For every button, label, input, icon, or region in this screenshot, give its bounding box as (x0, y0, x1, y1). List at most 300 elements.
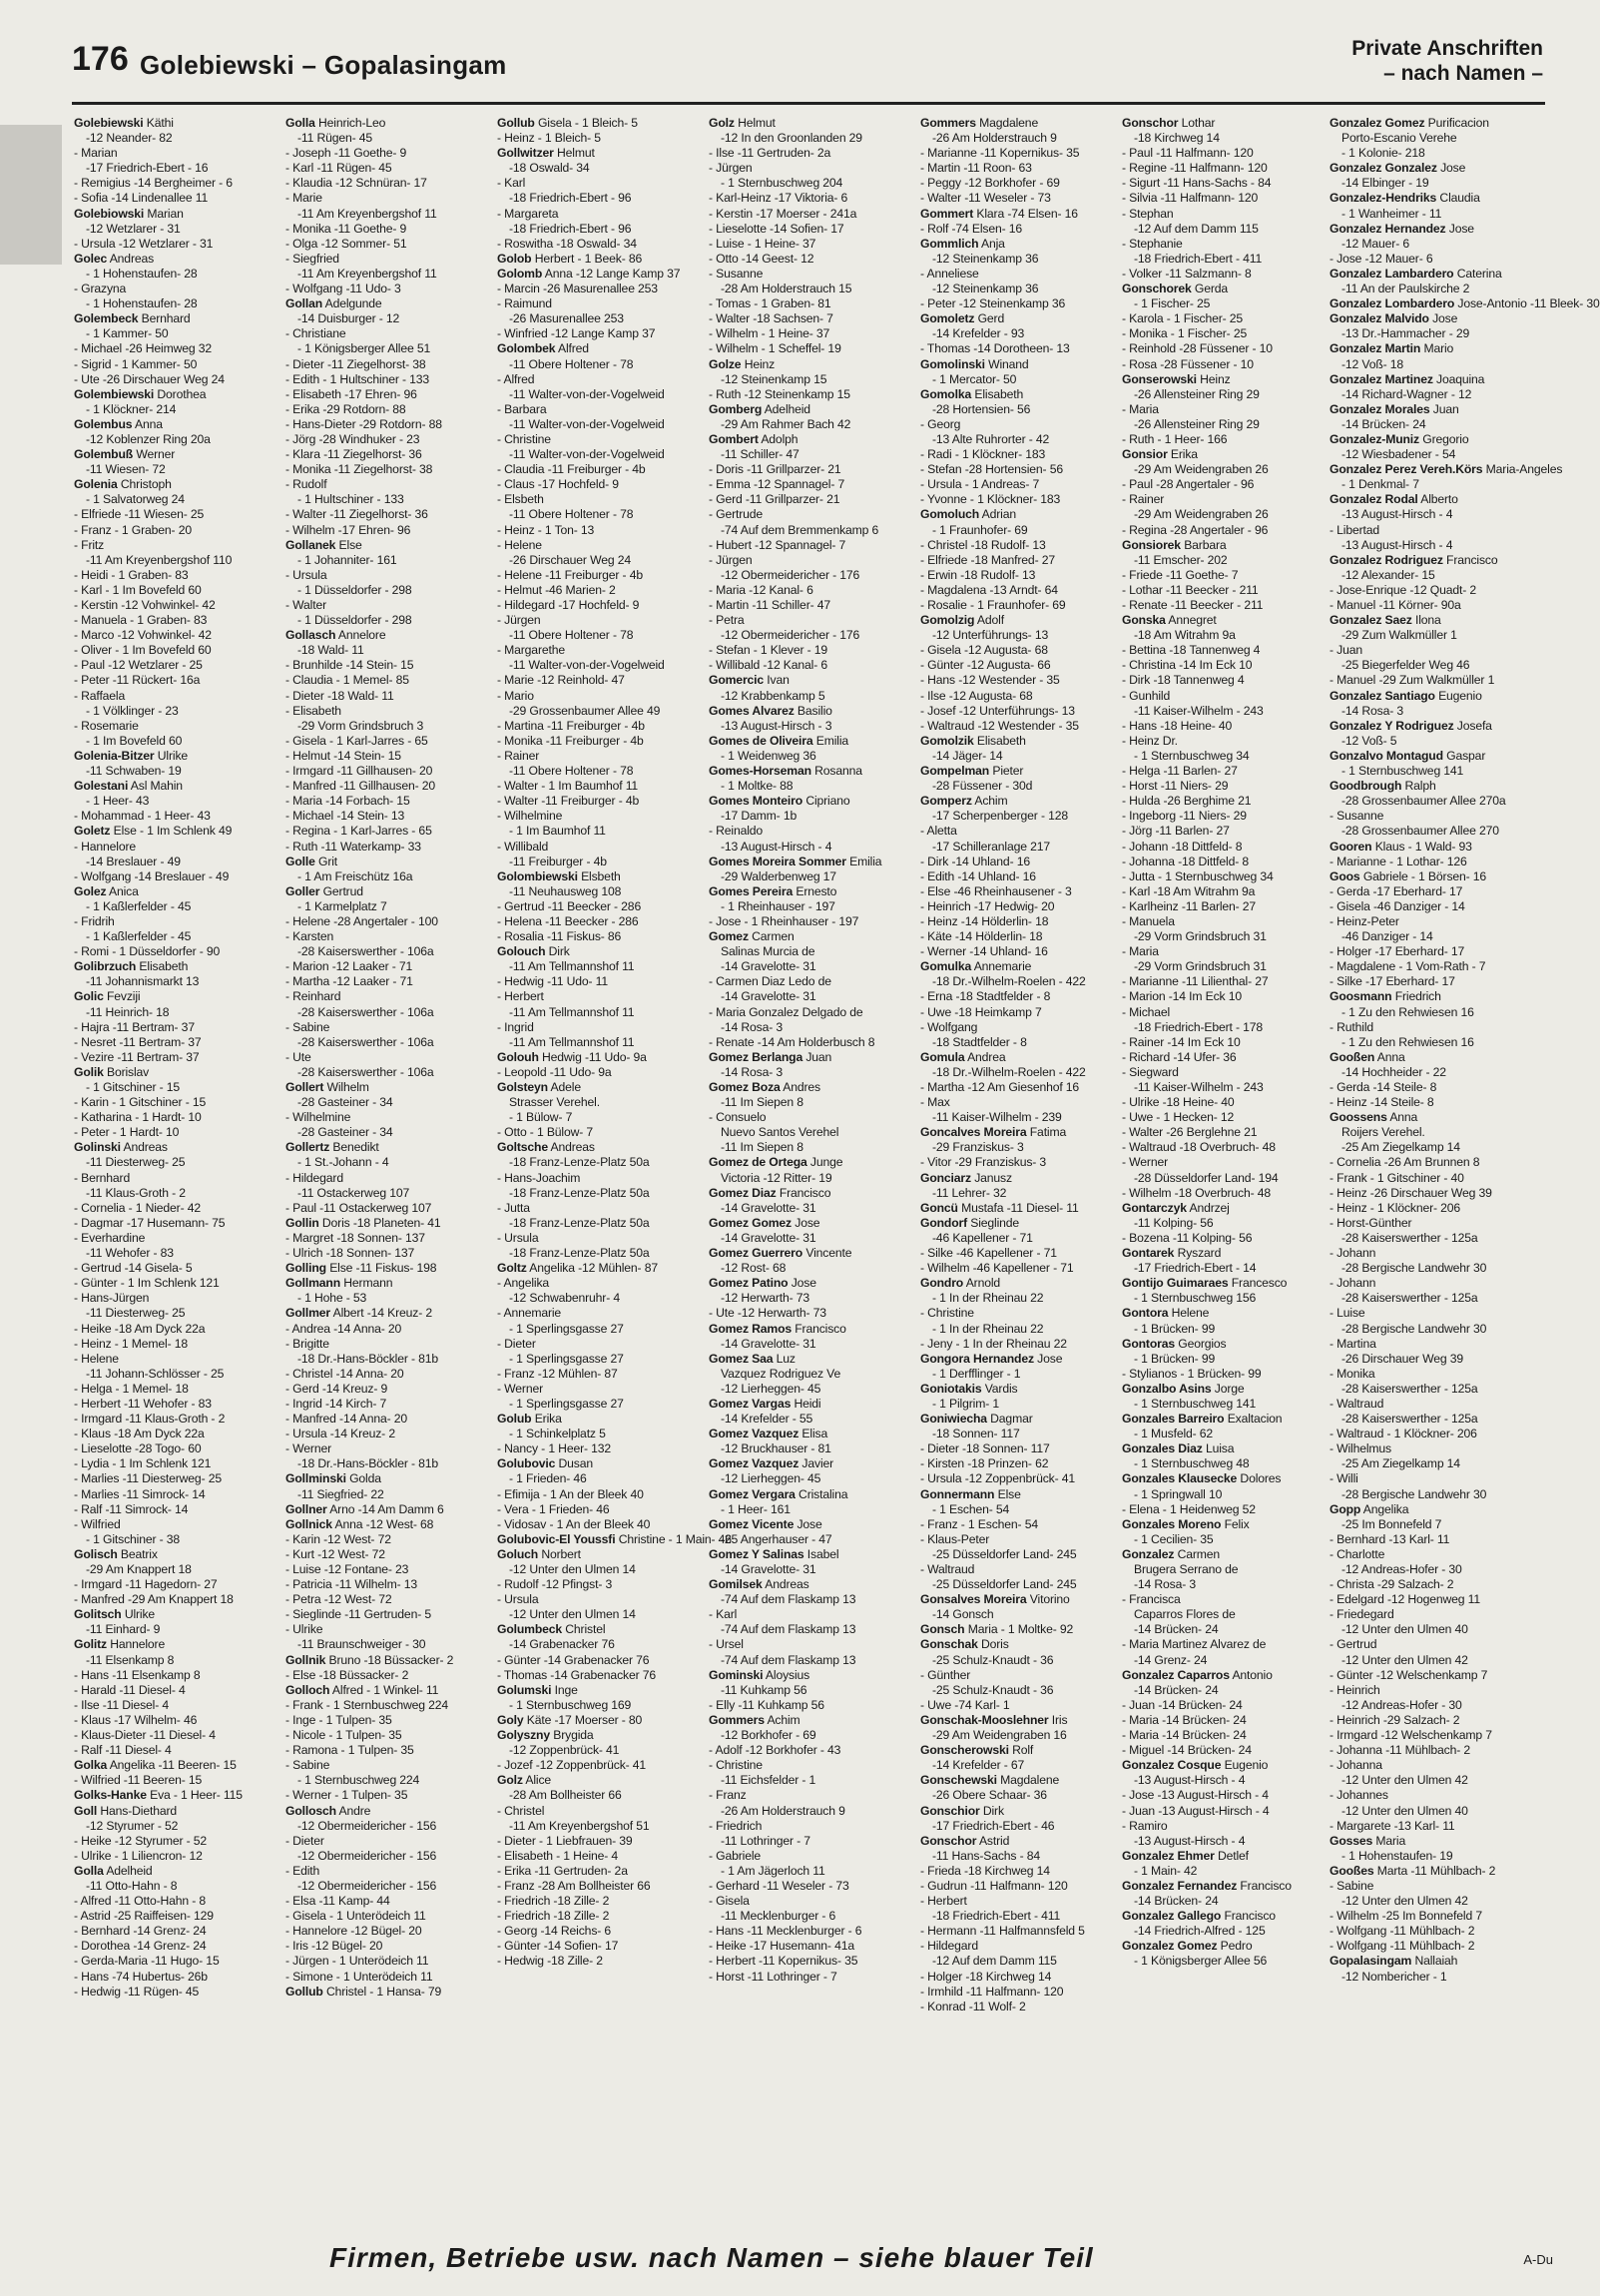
entry-heading (74, 1547, 278, 1562)
entry-heading (709, 1080, 913, 1095)
sub-entry: - Dirk -14 Uhland- 16 (920, 854, 1030, 868)
sub-entry: - Mario (497, 688, 534, 703)
sub-entry: - Gisela -46 Danziger - 14 (1330, 898, 1465, 913)
sub-entry: - Elisabeth (285, 703, 341, 718)
sub-entry: - Josef -12 Unterführungs- 13 (920, 703, 1075, 718)
column-6 (1122, 116, 1327, 2214)
entry-heading (285, 1080, 490, 1095)
surname: Gollub (285, 1984, 323, 1999)
entry-detail: Francesco (1231, 1276, 1288, 1291)
sub-entry: - Ramona - 1 Tulpen- 35 (285, 1743, 414, 1758)
entry-heading (497, 1622, 702, 1637)
sub-entry: - Paul -28 Angertaler - 96 (1122, 477, 1255, 492)
address-line: -26 Dirschauer Weg 24 (509, 552, 631, 567)
address-line: -11 Mecklenburger - 6 (721, 1909, 836, 1924)
entry-detail: Magdalene (979, 116, 1039, 130)
address-line: -46 Danziger - 14 (1341, 929, 1433, 944)
entry-heading (1330, 1954, 1534, 1969)
entry-detail: Wilhelm (326, 1080, 369, 1094)
address-line: - 1 Hultschiner - 133 (297, 492, 404, 507)
entry-heading (1122, 1337, 1327, 1352)
sub-entry: - Thomas -14 Grabenacker 76 (497, 1667, 656, 1682)
entry-heading (920, 1773, 1125, 1788)
surname: Golub (497, 1412, 532, 1427)
entry-heading (709, 1517, 913, 1532)
sub-entry: - Ingrid -14 Kirch- 7 (285, 1396, 387, 1411)
entry-heading (497, 1683, 702, 1698)
surname: Gonsalves Moreira (920, 1592, 1027, 1607)
sub-entry: - Ruth -12 Steinenkamp 15 (709, 386, 850, 401)
sub-entry: - Radi - 1 Klöckner- 183 (920, 447, 1046, 462)
surname: Gonzalez Ehmer (1122, 1848, 1215, 1863)
surname: Gomulka (920, 959, 972, 974)
entry-heading (1122, 1276, 1327, 1291)
sub-entry: - Rosa -28 Füssener - 10 (1122, 356, 1254, 371)
surname: Gommert (920, 206, 974, 221)
sub-entry: - Silvia -11 Halfmann- 120 (1122, 191, 1259, 206)
address-line: -11 Am Kreyenbergshof 11 (297, 266, 437, 281)
address-line: -12 Unter den Ulmen 42 (1341, 1652, 1468, 1667)
sub-entry: - Heike -17 Husemann- 41a (709, 1939, 854, 1954)
sub-entry: - Werner (497, 1381, 543, 1396)
address-line: - 1 Wanheimer - 11 (1341, 206, 1442, 221)
sub-entry: - Irmgard -11 Klaus-Groth - 2 (74, 1412, 226, 1427)
entry-heading (497, 1050, 702, 1065)
entry-heading (920, 1804, 1125, 1819)
address-line: Nuevo Santos Verehel (721, 1125, 839, 1140)
entry-heading (709, 1577, 913, 1592)
surname: Gonzalez Y Rodriguez (1330, 718, 1454, 733)
sub-entry: - Heinz Dr. (1122, 733, 1178, 748)
entry-heading (1330, 553, 1534, 568)
surname: Gomez Guerrero (709, 1246, 803, 1261)
entry-detail: Helene (1171, 1306, 1210, 1321)
sub-entry: - Astrid -25 Raiffeisen- 129 (74, 1909, 214, 1924)
surname: Golebiewski (74, 116, 144, 130)
address-line: -18 Dr.-Wilhelm-Roelen - 422 (932, 974, 1086, 989)
entry-detail: Doris -18 Planeten- 41 (321, 1215, 441, 1230)
entry-heading (285, 1471, 490, 1486)
sub-entry: - Susanne (709, 266, 764, 281)
entry-heading (1122, 613, 1327, 628)
address-line: -12 Neander- 82 (86, 131, 173, 146)
surname: Gonzalez Saez (1330, 613, 1412, 628)
entry-heading (1330, 402, 1534, 417)
entry-heading (74, 477, 278, 492)
surname: Gontoras (1122, 1336, 1175, 1351)
surname: Golla (285, 116, 315, 130)
entry-heading (74, 311, 278, 326)
page-header (0, 0, 1567, 90)
address-line: -12 Voß- 5 (1341, 733, 1397, 748)
entry-heading (285, 855, 490, 869)
entry-heading (1330, 840, 1534, 855)
entry-heading (1122, 1471, 1327, 1486)
sub-entry: - Ruthild (1330, 1019, 1374, 1034)
sub-entry: - Martin -11 Roon- 63 (920, 161, 1032, 176)
entry-heading (920, 959, 1125, 974)
sub-entry: - Hedwig -11 Udo- 11 (497, 974, 609, 989)
address-line: -11 Obere Holtener - 78 (509, 356, 634, 371)
sub-entry: - Sieglinde -11 Gertruden- 5 (285, 1607, 431, 1622)
entry-heading (920, 311, 1125, 326)
surname: Gollminski (285, 1471, 346, 1486)
entry-detail: Emilia (815, 733, 849, 748)
entry-detail: Iris (1051, 1712, 1068, 1727)
sub-entry: - Olga -12 Sommer- 51 (285, 236, 407, 251)
sub-entry: - Heinrich -17 Hedwig- 20 (920, 898, 1055, 913)
address-line: -12 Zoppenbrück- 41 (509, 1743, 620, 1758)
entry-detail: Else (338, 537, 362, 552)
sub-entry: - Ursula - 1 Andreas- 7 (920, 477, 1040, 492)
sub-entry: - Marian (74, 146, 118, 161)
surname: Gonzalez (1122, 1546, 1175, 1561)
sub-entry: - Dieter -11 Ziegelhorst- 38 (285, 356, 426, 371)
entry-detail: Mustafa -11 Diesel- 11 (961, 1200, 1079, 1215)
surname: Gontijo Guimaraes (1122, 1276, 1229, 1291)
entry-heading (497, 869, 702, 884)
entry-detail: Arnold (965, 1276, 1001, 1291)
sub-entry: - Johanna -11 Mühlbach- 2 (1330, 1743, 1471, 1758)
entry-heading (920, 237, 1125, 252)
entry-heading (497, 252, 702, 267)
sub-entry: - Nicole - 1 Tulpen- 35 (285, 1728, 402, 1743)
entry-heading (1330, 191, 1534, 206)
entry-heading (920, 507, 1125, 522)
address-line: - 1 Brücken- 99 (1134, 1351, 1216, 1366)
sub-entry: - Gertrud -11 Beecker - 286 (497, 898, 642, 913)
sub-entry: - Dirk -18 Tannenweg 4 (1122, 673, 1245, 688)
sub-entry: - Martina -11 Freiburger - 4b (497, 718, 645, 733)
address-line: - 1 Karmelplatz 7 (297, 898, 387, 913)
sub-entry: - Ilse -12 Augusta- 68 (920, 688, 1033, 703)
sub-entry: - Grazyna (74, 282, 127, 296)
address-line: -13 August-Hirsch - 4 (1341, 537, 1453, 552)
address-line: - 1 Königsberger Allee 56 (1134, 1954, 1268, 1969)
entry-detail: Anna -12 Lange Kamp 37 (544, 266, 681, 281)
entry-heading (285, 1140, 490, 1155)
sub-entry: - Heinrich -29 Salzach- 2 (1330, 1712, 1460, 1727)
address-line: -17 Scherpenberger - 128 (932, 809, 1068, 824)
entry-heading (74, 884, 278, 899)
address-line: -18 Friedrich-Ebert - 411 (1134, 251, 1263, 266)
entry-heading (1330, 779, 1534, 794)
surname: Golisch (74, 1546, 118, 1561)
entry-heading (1330, 341, 1534, 356)
sub-entry: - Franz -28 Am Bollheister 66 (497, 1878, 651, 1893)
entry-detail: Georgios (1178, 1336, 1227, 1351)
entry-heading (285, 1804, 490, 1819)
entry-detail: Dorothea (157, 386, 207, 401)
thumb-index-tab (0, 125, 62, 265)
address-line: -29 Am Weidengraben 26 (1134, 462, 1269, 477)
sub-entry: - Magdalene - 1 Vom-Rath - 7 (1330, 959, 1486, 974)
surname: Gonzalez-Muniz (1330, 431, 1419, 446)
sub-entry: - Jörg -28 Windhuker - 23 (285, 431, 420, 446)
entry-detail: Klaus - 1 Wald- 93 (1374, 839, 1472, 854)
sub-entry: - Jozef -12 Zoppenbrück- 41 (497, 1758, 647, 1773)
address-line: -11 Wehofer - 83 (86, 1246, 174, 1261)
sub-entry: - Johann -18 Dittfeld- 8 (1122, 839, 1243, 854)
address-line: -11 Rügen- 45 (297, 131, 373, 146)
sub-entry: - Rosalia -11 Fiskus- 86 (497, 929, 622, 944)
surname: Goltsche (497, 1140, 548, 1155)
sub-entry: - Michael -26 Heimweg 32 (74, 341, 212, 356)
sub-entry: - Miguel -14 Brücken- 24 (1122, 1743, 1252, 1758)
entry-detail: Ralph (1404, 779, 1436, 794)
surname: Gomolzik (920, 733, 974, 748)
sub-entry: - Rudolf -12 Pfingst- 3 (497, 1577, 613, 1592)
address-line: -18 Franz-Lenze-Platz 50a (509, 1246, 650, 1261)
entry-detail: Annelore (337, 628, 386, 643)
sub-entry: - Kirsten -18 Prinzen- 62 (920, 1456, 1049, 1471)
sub-entry: - Heinz -14 Steile- 8 (1330, 1095, 1434, 1110)
sub-entry: - Wilhelm -25 Im Bonnefeld 7 (1330, 1909, 1482, 1924)
surname: Goosmann (1330, 989, 1392, 1004)
entry-detail: Ulrike (124, 1607, 156, 1622)
entry-heading (285, 1517, 490, 1532)
address-line: -11 Klaus-Groth - 2 (86, 1185, 186, 1200)
address-line: - 1 Fraunhofer- 69 (932, 522, 1028, 537)
address-line: - 1 Denkmal- 7 (1341, 477, 1419, 492)
entry-detail: Annegret (1168, 613, 1217, 628)
sub-entry: - Dieter - 1 Liebfrauen- 39 (497, 1833, 633, 1848)
address-line: - 1 Düsseldorfer - 298 (297, 613, 412, 628)
surname: Gonzalez Gomez (1122, 1939, 1218, 1954)
entry-detail: Elisabeth (976, 733, 1026, 748)
sub-entry: - Helene -28 Angertaler - 100 (285, 913, 438, 928)
sub-entry: - Edith - 1 Hultschiner - 133 (285, 371, 429, 386)
address-line: -12 Steinenkamp 15 (721, 371, 827, 386)
entry-detail: Marta -11 Mühlbach- 2 (1376, 1863, 1496, 1878)
address-line: -12 Unterführungs- 13 (932, 628, 1049, 643)
address-line: -25 Schulz-Knaudt - 36 (932, 1682, 1054, 1697)
address-line: -12 Unter den Ulmen 40 (1341, 1803, 1468, 1818)
surname: Gonzalez Caparros (1122, 1667, 1230, 1682)
entry-heading (497, 267, 702, 282)
surname: Gomercic (709, 673, 765, 688)
address-line: -29 Am Knappert 18 (86, 1562, 192, 1576)
surname: Golebiowski (74, 206, 145, 221)
entry-heading (1122, 1547, 1327, 1562)
address-line: -28 Kaiserswerther - 125a (1341, 1291, 1478, 1306)
address-line: -25 Düsseldorfer Land- 245 (932, 1546, 1077, 1561)
surname: Gonska (1122, 613, 1166, 628)
address-line: -18 Franz-Lenze-Platz 50a (509, 1155, 650, 1170)
sub-entry: - Wolfgang (920, 1019, 978, 1034)
sub-entry: - Hildegard -17 Hochfeld- 9 (497, 598, 640, 612)
address-line: -28 Grossenbaumer Allee 270 (1341, 824, 1499, 839)
address-line: -25 Biegerfelder Weg 46 (1341, 658, 1470, 673)
surname: Gommers (709, 1712, 765, 1727)
address-line: -11 Am Tellmannshof 11 (509, 1004, 635, 1019)
sub-entry: - Heike -18 Am Dyck 22a (74, 1321, 206, 1336)
sub-entry: - Friedrich (709, 1818, 763, 1833)
entry-heading (709, 402, 913, 417)
sub-entry: - Jörg -11 Barlen- 27 (1122, 824, 1230, 839)
sub-entry: - Edith (285, 1863, 320, 1878)
entry-heading (709, 1668, 913, 1683)
sub-entry: - Elsbeth (497, 492, 544, 507)
sub-entry: - Horst-Günther (1330, 1215, 1412, 1230)
surname: Goly (497, 1712, 524, 1727)
sub-entry: - Manfred -29 Am Knappert 18 (74, 1592, 234, 1607)
address-line: - 1 Gitschiner - 38 (86, 1531, 181, 1546)
sub-entry: - Johanna -18 Dittfeld- 8 (1122, 854, 1249, 868)
address-line: -18 Friedrich-Ebert - 96 (509, 191, 632, 206)
entry-detail: Juan (805, 1049, 832, 1064)
sub-entry: - Silke -46 Kapellener - 71 (920, 1246, 1057, 1261)
address-line: -29 Am Weidengraben 26 (1134, 507, 1269, 522)
sub-entry: - Waltraud -18 Overbruch- 48 (1122, 1140, 1276, 1155)
sub-entry: - Mohammad - 1 Heer- 43 (74, 809, 211, 824)
surname: Gondro (920, 1276, 964, 1291)
sub-entry: - Hildegard (285, 1170, 343, 1185)
address-line: -12 Voß- 18 (1341, 356, 1404, 371)
address-line: -14 Krefelder - 67 (932, 1758, 1025, 1773)
sub-entry: - Heinz - 1 Bleich- 5 (497, 131, 601, 146)
address-line: -14 Elbinger - 19 (1341, 176, 1429, 191)
entry-detail: Marian (147, 206, 184, 221)
entry-detail: Carmen (1177, 1546, 1221, 1561)
sub-entry: - Manuela (1122, 913, 1175, 928)
sub-entry: - Wilhelm - 1 Heine- 37 (709, 326, 830, 341)
entry-heading (1330, 1502, 1534, 1517)
entry-detail: Andreas (123, 1140, 168, 1155)
entry-detail: Caterina (1456, 266, 1502, 281)
address-line: -11 Im Siepen 8 (721, 1140, 803, 1155)
sub-entry: - Karl - 1 Im Bovefeld 60 (74, 582, 202, 597)
entry-heading (74, 387, 278, 402)
surname: Gollmer (285, 1306, 331, 1321)
surname: Golsteyn (497, 1080, 548, 1094)
sub-entry: - Stylianos - 1 Brücken- 99 (1122, 1366, 1262, 1381)
address-line: -29 Zum Walkmüller 1 (1341, 628, 1457, 643)
address-line: - 1 Sternbuschweg 169 (509, 1697, 632, 1712)
entry-detail: Barbara (1184, 537, 1227, 552)
surname: Gonzalez Martin (1330, 341, 1421, 356)
sub-entry: - Waltraud -12 Westender - 35 (920, 718, 1079, 733)
entry-heading (74, 1864, 278, 1879)
surname: Gopp (1330, 1501, 1361, 1516)
sub-entry: - Luise -12 Fontane- 23 (285, 1562, 409, 1576)
entry-detail: Friedrich (1394, 989, 1441, 1004)
address-line: -11 Walter-von-der-Vogelweid (509, 386, 665, 401)
address-line: -12 Styrumer - 52 (86, 1818, 179, 1833)
entry-heading (497, 1140, 702, 1155)
entry-heading (285, 1985, 490, 2000)
sub-entry: - Walter -11 Ziegelhorst- 36 (285, 507, 428, 522)
sub-entry: - Otto - 1 Bülow- 7 (497, 1125, 594, 1140)
address-line: -12 Steinenkamp 36 (932, 282, 1039, 296)
surname: Gonsch (920, 1622, 965, 1637)
sub-entry: - Petra (709, 613, 745, 628)
sub-entry: - Klaudia -12 Schnüran- 17 (285, 176, 427, 191)
surname: Gollin (285, 1215, 319, 1230)
sub-entry: - Willibald -12 Kanal- 6 (709, 658, 828, 673)
column-2 (285, 116, 490, 2214)
entry-heading (1122, 1382, 1327, 1397)
address-line: -25 Im Bonnefeld 7 (1341, 1516, 1442, 1531)
sub-entry: - Else -18 Büssacker- 2 (285, 1667, 409, 1682)
address-line: - 1 Gitschiner - 15 (86, 1080, 181, 1094)
entry-heading (285, 1683, 490, 1698)
entry-heading (709, 1352, 913, 1367)
surname: Gommlich (920, 236, 979, 251)
sub-entry: - Jutta - 1 Sternbuschweg 34 (1122, 868, 1274, 883)
sub-entry: - Regina -28 Angertaler - 96 (1122, 522, 1269, 537)
surname: Gollertz (285, 1140, 330, 1155)
entry-heading (920, 1622, 1125, 1637)
address-line: -12 Rost- 68 (721, 1261, 787, 1276)
entry-detail: Antonio (1232, 1667, 1273, 1682)
entry-heading (1330, 432, 1534, 447)
entry-detail: Klara -74 Elsen- 16 (976, 206, 1078, 221)
sub-entry: - Maria -12 Kanal- 6 (709, 582, 813, 597)
sub-entry: - Silke -17 Eberhard- 17 (1330, 974, 1455, 989)
address-line: -11 Hans-Sachs - 84 (932, 1848, 1041, 1863)
address-line: -18 Friedrich-Ebert - 178 (1134, 1019, 1264, 1034)
entry-heading (74, 1804, 278, 1819)
sub-entry: - Günter - 1 Im Schlenk 121 (74, 1276, 220, 1291)
surname: Golenia-Bitzer (74, 748, 155, 763)
address-line: -12 Bruckhauser - 81 (721, 1441, 831, 1456)
entry-heading (1122, 372, 1327, 387)
sub-entry: - Sabine (285, 1019, 330, 1034)
sub-entry: - Gunhild (1122, 688, 1171, 703)
sub-entry: - Magdalena -13 Arndt- 64 (920, 582, 1058, 597)
entry-detail: Rolf (1012, 1743, 1034, 1758)
entry-heading (709, 432, 913, 447)
sub-entry: - Gerda-Maria -11 Hugo- 15 (74, 1954, 220, 1969)
sub-entry: - Dieter (285, 1833, 324, 1848)
surname: Goniotakis (920, 1381, 982, 1396)
entry-detail: Eva - 1 Heer- 115 (150, 1788, 243, 1803)
entry-detail: Christel - 1 Hansa- 79 (325, 1984, 442, 1999)
entry-heading (74, 1637, 278, 1652)
address-line: -18 Oswald- 34 (509, 161, 590, 176)
surname: Golze (709, 356, 742, 371)
sub-entry: - Libertad (1330, 522, 1379, 537)
address-line: - 1 Zu den Rehwiesen 16 (1341, 1004, 1474, 1019)
sub-entry: - Georg (920, 416, 961, 431)
entry-detail: Asl Mahin (130, 779, 183, 794)
sub-entry: - Kerstin -12 Vohwinkel- 42 (74, 598, 216, 612)
entry-detail: Winand (988, 356, 1029, 371)
sub-entry: - Uwe -18 Heimkamp 7 (920, 1004, 1042, 1019)
sub-entry: - Maria (1122, 401, 1159, 416)
entry-heading (920, 207, 1125, 222)
surname: Golik (74, 1064, 104, 1079)
sub-entry: - Klaus-Peter (920, 1531, 990, 1546)
address-line: - 1 Kolonie- 218 (1341, 146, 1425, 161)
surname: Golz (709, 116, 735, 130)
sub-entry: - Hans -18 Heine- 40 (1122, 718, 1233, 733)
address-line: -28 Kaiserswerther - 125a (1341, 1230, 1478, 1245)
sub-entry: - Helene (497, 537, 542, 552)
address-line: -26 Obere Schaar- 36 (932, 1788, 1047, 1803)
sub-entry: - Helmut -14 Stein- 15 (285, 748, 401, 763)
address-line: -28 Gasteiner - 34 (297, 1125, 393, 1140)
surname: Gollasch (285, 628, 336, 643)
entry-detail: Hermann (343, 1276, 393, 1291)
sub-entry: - Hedwig -18 Zille- 2 (497, 1954, 603, 1969)
entry-detail: Aloysius (765, 1667, 810, 1682)
address-line: -11 Siegfried- 22 (297, 1486, 384, 1501)
surname: Golloch (285, 1682, 330, 1697)
address-line: -74 Auf dem Bremmenkamp 6 (721, 522, 879, 537)
surname: Gonschak-Mooslehner (920, 1712, 1049, 1727)
